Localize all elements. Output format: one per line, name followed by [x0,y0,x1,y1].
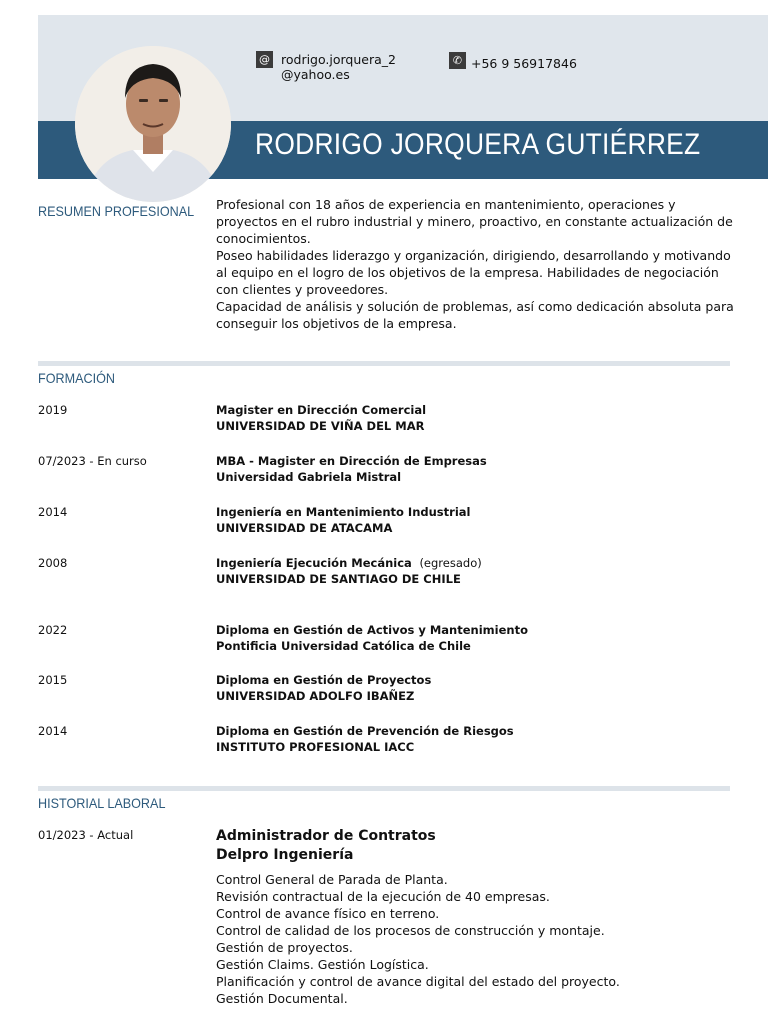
education-entry [216,723,514,755]
education-date: 2019 [38,403,68,417]
degree-note: (egresado) [419,556,482,570]
education-date: 2014 [38,505,68,519]
education-entry [216,453,487,485]
candidate-name: RODRIGO JORQUERA GUTIÉRREZ [255,128,701,161]
education-date: 2008 [38,556,68,570]
profile-photo [75,46,231,202]
education-entry [216,504,470,536]
education-entry [216,555,482,587]
institution-name: Universidad Gabriela Mistral [216,470,402,484]
job-duty: Revisión contractual de la ejecución de 40 empresas. [216,889,550,904]
degree-name: Ingeniería en Mantenimiento Industrial [216,505,471,519]
job-heading [216,827,436,865]
phone-icon: ✆ [449,52,466,69]
job-duty: Control General de Parada de Planta. [216,872,448,887]
institution-name: UNIVERSIDAD DE SANTIAGO DE CHILE [216,572,461,586]
job-duty: Gestión Claims. Gestión Logística. [216,957,429,972]
person-portrait-icon [75,46,231,202]
job-date: 01/2023 - Actual [38,828,134,842]
institution-name: UNIVERSIDAD DE VIÑA DEL MAR [216,419,425,433]
email-line-2: @yahoo.es [281,67,350,82]
email-link[interactable] [281,52,396,82]
education-date: 2015 [38,673,68,687]
job-duty: Gestión Documental. [216,991,348,1006]
institution-name: Pontificia Universidad Católica de Chile [216,639,471,653]
degree-name: Ingeniería Ejecución Mecánica [216,556,412,570]
summary-paragraph: Capacidad de análisis y solución de problemas, así como dedicación absoluta para conseguir los objetivos de la empresa. [216,299,734,331]
resume-page [38,15,768,1024]
institution-name: UNIVERSIDAD DE ATACAMA [216,521,393,535]
work-section-title: HISTORIAL LABORAL [38,795,166,811]
section-divider [38,786,730,791]
education-date: 2014 [38,724,68,738]
job-duty: Control de calidad de los procesos de construcción y montaje. [216,923,605,938]
job-duty: Control de avance físico en terreno. [216,906,440,921]
email-line-1: rodrigo.jorquera_2 [281,52,396,67]
degree-name: Diploma en Gestión de Proyectos [216,673,432,687]
degree-name: Diploma en Gestión de Prevención de Riesgos [216,724,514,738]
job-company: Delpro Ingeniería [216,847,354,863]
section-divider [38,361,730,366]
job-duty: Gestión de proyectos. [216,940,353,955]
education-entry [216,622,528,654]
degree-name: Diploma en Gestión de Activos y Mantenimiento [216,623,528,637]
summary-text [216,196,736,332]
education-date: 2022 [38,623,68,637]
at-icon: @ [256,51,273,68]
education-section-title: FORMACIÓN [38,370,116,386]
phone-number[interactable]: +56 9 56917846 [471,56,577,71]
job-duties-list [216,871,620,1007]
job-position: Administrador de Contratos [216,828,436,844]
institution-name: UNIVERSIDAD ADOLFO IBAÑEZ [216,689,415,703]
summary-paragraph: Profesional con 18 años de experiencia en mantenimiento, operaciones y proyectos en el rubro industrial y minero, proactivo, en constante actualización de conocimientos. [216,197,733,246]
summary-section-title: RESUMEN PROFESIONAL [38,203,195,219]
degree-name: MBA - Magister en Dirección de Empresas [216,454,487,468]
education-date: 07/2023 - En curso [38,454,147,468]
education-entry [216,672,431,704]
institution-name: INSTITUTO PROFESIONAL IACC [216,740,415,754]
summary-paragraph: Poseo habilidades liderazgo y organización, dirigiendo, desarrollando y motivando al equipo en el logro de los objetivos de la empresa. Habilidades de negociación con clientes y proveedores. [216,248,731,297]
education-entry [216,402,426,434]
degree-name: Magister en Dirección Comercial [216,403,427,417]
job-duty: Planificación y control de avance digital del estado del proyecto. [216,974,620,989]
